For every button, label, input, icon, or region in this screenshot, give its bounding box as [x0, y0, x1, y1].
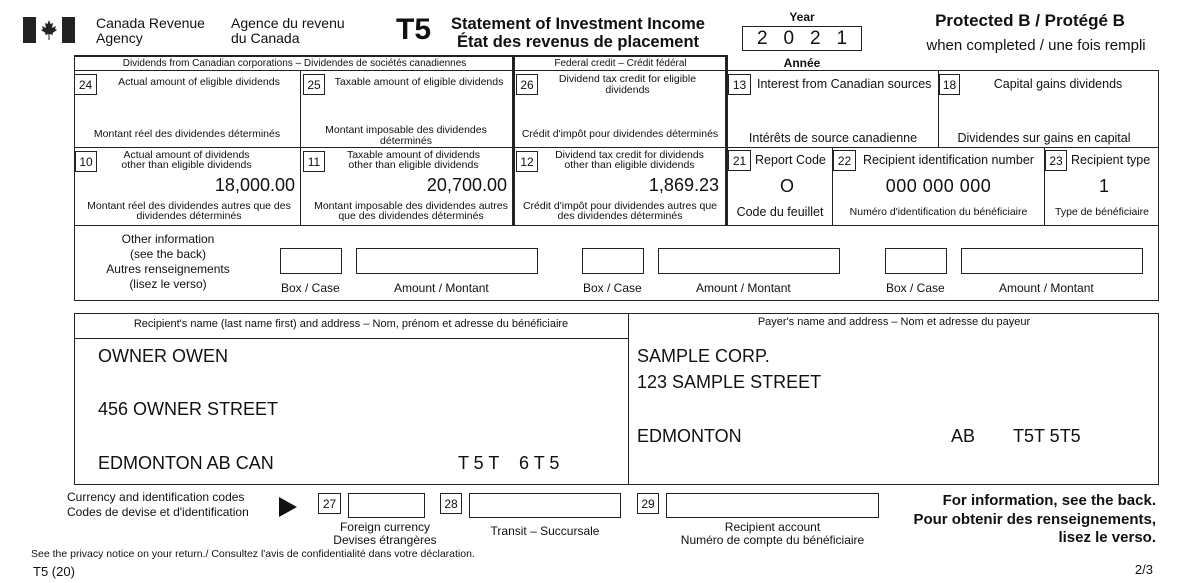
box-number: 25	[303, 74, 325, 95]
box29-label-en: Recipient account	[724, 520, 821, 534]
box-number: 10	[75, 151, 97, 172]
box-label-fr: Crédit d'impôt pour dividendes autres que des dividendes déterminés	[522, 200, 718, 222]
payer-name[interactable]: SAMPLE CORP.	[637, 346, 770, 366]
protected-sublabel: when completed / une fois rempli	[926, 37, 1146, 54]
box-22-field[interactable]	[833, 148, 1044, 225]
year-field[interactable]	[742, 26, 862, 51]
box-10-field[interactable]	[74, 148, 300, 225]
box-18-field[interactable]	[939, 71, 1159, 147]
box-value: O	[779, 176, 794, 196]
box-24-field[interactable]	[74, 71, 300, 147]
recipient-account-input[interactable]	[666, 493, 879, 518]
info-note-line: Pour obtenir des renseignements,	[913, 510, 1156, 528]
box28-label: Transit – Succursale	[490, 524, 600, 538]
year-digit: 0	[783, 27, 795, 49]
title-en: Statement of Investment Income	[451, 15, 705, 33]
year-label-fr: Année	[783, 56, 821, 70]
box-label-en: Taxable amount of dividends other than eligible dividends	[346, 149, 481, 171]
box-value: 1	[1098, 176, 1109, 196]
agency-fr-line2: du Canada	[231, 30, 300, 46]
box-label-fr: Montant réel des dividendes autres que des dividendes déterminés	[87, 200, 291, 222]
dividends-section-header: Dividends from Canadian corporations – Dividendes de sociétés canadiennes	[122, 58, 467, 69]
payer-street[interactable]: 123 SAMPLE STREET	[637, 372, 822, 392]
box-label-en: Capital gains dividends	[993, 77, 1123, 91]
maple-leaf-icon	[40, 19, 58, 41]
box-label-en: Report Code	[755, 153, 826, 167]
info-note-line: lisez le verso.	[1058, 529, 1156, 546]
other-info-box-2-input[interactable]	[582, 248, 644, 274]
box-label-en: Interest from Canadian sources	[757, 77, 932, 91]
year-digit: 2	[756, 27, 768, 49]
info-note	[913, 492, 1156, 548]
box-number: 29	[637, 493, 659, 514]
box-label-fr: Type de bénéficiaire	[1055, 206, 1149, 218]
other-info-box-1-input[interactable]	[280, 248, 342, 274]
other-info-amount-3-input[interactable]	[961, 248, 1143, 274]
box-number: 27	[318, 493, 341, 514]
other-info-line: (lisez le verso)	[129, 277, 207, 291]
box-label-en: Recipient identification number	[863, 153, 1034, 167]
recipient-header: Recipient's name (last name first) and address – Nom, prénom et adresse du bénéficiaire	[133, 318, 569, 330]
info-note-line: For information, see the back.	[942, 492, 1156, 509]
recipient-street[interactable]: 456 OWNER STREET	[98, 399, 279, 419]
box-case-label: Box / Case	[583, 281, 642, 295]
box27-label-en: Foreign currency	[339, 520, 431, 534]
box29-label-fr: Numéro de compte du bénéficiaire	[680, 533, 865, 547]
box-number: 11	[303, 151, 325, 172]
box-value: 1,869.23	[648, 175, 719, 195]
box-label-en: Recipient type	[1071, 153, 1151, 167]
box-label-en: Taxable amount of eligible dividends	[334, 76, 504, 88]
box29-label	[660, 521, 885, 547]
box-number: 21	[728, 150, 751, 171]
other-info-box-3-input[interactable]	[885, 248, 947, 274]
box-number: 26	[516, 74, 538, 95]
codes-label	[67, 490, 249, 520]
box-case-label: Box / Case	[281, 281, 340, 295]
payer-city[interactable]: EDMONTON	[637, 426, 742, 446]
box-number: 24	[74, 74, 97, 95]
arrow-right-icon	[279, 497, 297, 517]
protected-label: Protected B / Protégé B	[935, 11, 1125, 30]
other-info-amount-1-input[interactable]	[356, 248, 538, 274]
amount-label: Amount / Montant	[999, 281, 1094, 295]
box-value: 000 000 000	[885, 176, 992, 196]
other-info-label	[94, 232, 242, 292]
box-23-field[interactable]	[1045, 148, 1159, 225]
box-label-fr: Montant imposable des dividendes déterminés	[325, 124, 487, 147]
agency-name-fr	[231, 16, 345, 46]
page-number: 2/3	[1134, 562, 1153, 577]
box-label-en: Actual amount of eligible dividends	[118, 76, 280, 88]
box-label-fr: Montant imposable des dividendes autres que des dividendes déterminés	[314, 200, 508, 222]
box-number: 28	[440, 493, 462, 514]
box-21-field[interactable]	[728, 148, 832, 225]
recipient-postal-code[interactable]: T 5 T 6 T 5	[458, 453, 560, 473]
box-label-fr: Montant réel des dividendes déterminés	[93, 128, 281, 140]
agency-name-en	[96, 16, 205, 46]
box-number: 23	[1045, 150, 1067, 171]
transit-input[interactable]	[469, 493, 621, 518]
box-13-field[interactable]	[728, 71, 938, 147]
box-label-en: Dividend tax credit for dividends other than eligible dividends	[555, 149, 704, 171]
canada-flag-logo	[23, 17, 75, 43]
foreign-currency-input[interactable]	[348, 493, 425, 518]
agency-fr-line1: Agence du revenu	[231, 15, 345, 31]
payer-header: Payer's name and address – Nom et adresse du payeur	[757, 316, 1031, 328]
box-label-en: Dividend tax credit for eligible dividends	[558, 73, 697, 96]
box-25-field[interactable]	[301, 71, 512, 147]
form-code: T5	[396, 13, 432, 46]
recipient-city[interactable]: EDMONTON AB CAN	[98, 453, 274, 473]
payer-province[interactable]: AB	[951, 426, 976, 446]
box-12-field[interactable]	[515, 148, 725, 225]
codes-label-en: Currency and identification codes	[67, 490, 245, 504]
year-digit: 2	[809, 27, 821, 49]
box-label-fr: Numéro d'identification du bénéficiaire	[849, 206, 1028, 218]
recipient-name[interactable]: OWNER OWEN	[98, 346, 228, 366]
form-version: T5 (20)	[33, 564, 75, 579]
federal-credit-header: Federal credit – Crédit fédéral	[554, 58, 687, 69]
agency-en-line1: Canada Revenue	[96, 15, 205, 31]
payer-postal-code[interactable]: T5T 5T5	[1013, 426, 1081, 446]
box-value: 18,000.00	[214, 175, 295, 195]
amount-label: Amount / Montant	[696, 281, 791, 295]
box-number: 18	[939, 74, 960, 95]
box-number: 22	[833, 150, 856, 171]
box27-label	[320, 521, 450, 547]
box-label-fr: Crédit d'impôt pour dividendes déterminés	[521, 128, 719, 140]
form-title	[440, 15, 716, 51]
other-info-line: (see the back)	[129, 247, 207, 261]
box-number: 13	[728, 74, 751, 95]
box-label-fr: Code du feuillet	[736, 205, 824, 219]
year-digit: 1	[836, 27, 848, 49]
box-value: 20,700.00	[426, 175, 507, 195]
box-label-fr: Intérêts de source canadienne	[748, 131, 918, 145]
box-number: 12	[516, 151, 538, 172]
box-label-fr: Dividendes sur gains en capital	[957, 131, 1131, 145]
other-info-line: Other information	[121, 232, 215, 246]
agency-en-line2: Agency	[96, 30, 143, 46]
box-11-field[interactable]	[301, 148, 512, 225]
box-case-label: Box / Case	[886, 281, 945, 295]
other-info-line: Autres renseignements	[106, 262, 230, 276]
title-fr: État des revenus de placement	[456, 33, 700, 51]
other-info-amount-2-input[interactable]	[658, 248, 840, 274]
year-label: Year	[789, 10, 815, 24]
box-26-field[interactable]	[515, 71, 725, 147]
amount-label: Amount / Montant	[394, 281, 489, 295]
privacy-notice: See the privacy notice on your return./ Consultez l'avis de confidentialité dans votre déclaration.	[31, 548, 475, 560]
codes-label-fr: Codes de devise et d'identification	[67, 505, 249, 519]
box-label-en: Actual amount of dividends other than eligible dividends	[121, 149, 252, 171]
box27-label-fr: Devises étrangères	[333, 533, 437, 547]
